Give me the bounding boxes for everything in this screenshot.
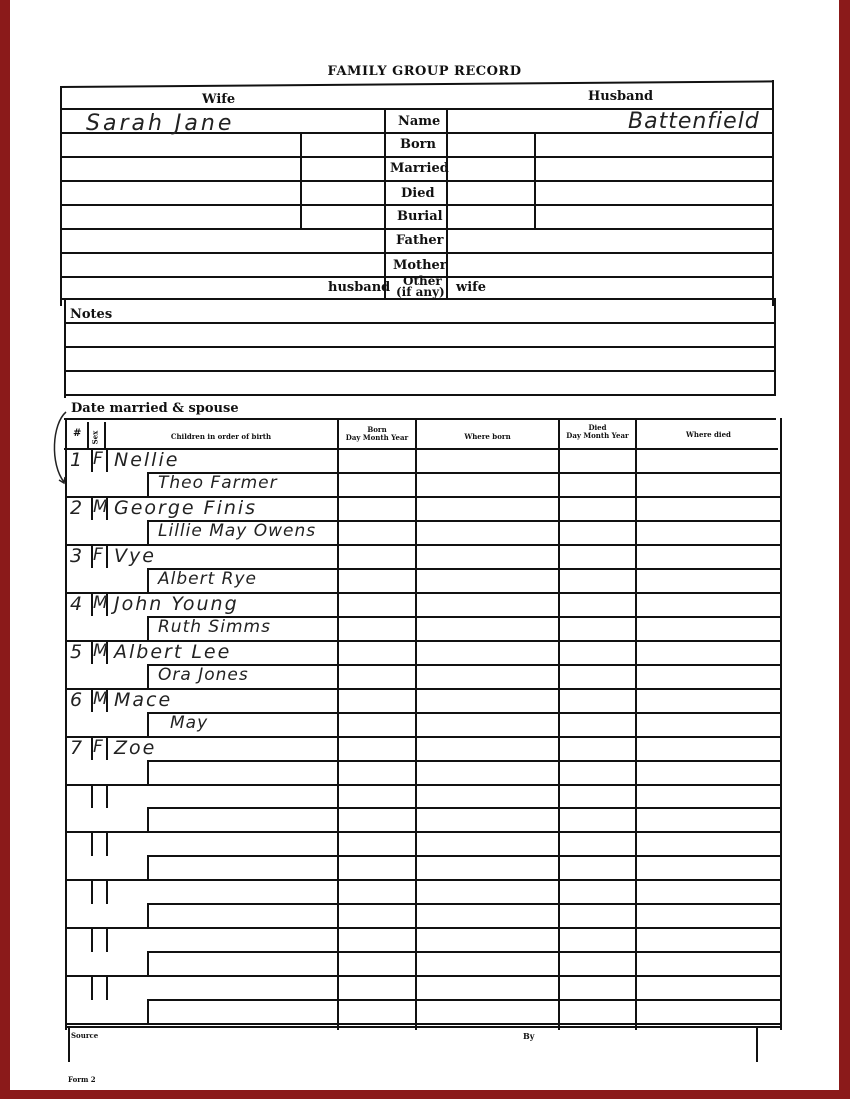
notes-rule [64, 322, 776, 324]
child-name: Mace [114, 689, 173, 711]
spouse-indent-divider [147, 856, 149, 880]
child-number: 1 [70, 449, 85, 471]
num-box-divider [91, 832, 93, 856]
rule [60, 204, 774, 206]
where-died-column-label: Where died [686, 430, 731, 439]
num-column-label: # [73, 428, 82, 439]
table-row-rule [65, 975, 781, 977]
husband-date-divider [534, 132, 536, 228]
num-box-divider [91, 784, 93, 808]
spouse-indent-divider [147, 1000, 149, 1024]
child-name: John Young [114, 593, 239, 615]
child-number: 7 [70, 737, 85, 759]
husband-column-label: Husband [588, 89, 654, 104]
table-row-rule [147, 999, 781, 1001]
child-number: 6 [70, 689, 85, 711]
rule [60, 228, 774, 230]
num-box-divider [91, 928, 93, 952]
husband-name: Battenfield [628, 109, 760, 134]
table-row-rule [65, 879, 781, 881]
father-label: Father [396, 233, 444, 248]
table-row-rule [65, 927, 781, 929]
child-sex: F [93, 449, 104, 469]
table-row-rule [147, 760, 781, 762]
spouse-bracket-arrow-icon [48, 408, 72, 488]
burial-label: Burial [397, 209, 443, 224]
sex-box-divider [106, 544, 108, 568]
died-label-line1: Died [588, 423, 607, 432]
notes-rule [64, 394, 776, 396]
spouse-indent-divider [147, 760, 149, 784]
by-label: By [523, 1031, 535, 1041]
child-sex: M [93, 593, 109, 613]
child-spouse: Albert Rye [158, 569, 257, 589]
child-number: 4 [70, 593, 85, 615]
where-died-column-divider [635, 418, 637, 1030]
born-label-line2: Day Month Year [345, 433, 409, 442]
died-label: Died [401, 186, 435, 201]
notes-rule [64, 346, 776, 348]
spouse-indent-divider [147, 616, 149, 640]
rule [60, 180, 774, 182]
where-born-column-divider [415, 418, 417, 1030]
child-sex: M [93, 641, 109, 661]
where-born-column-label: Where born [464, 432, 511, 441]
sex-box-divider [106, 880, 108, 904]
child-number: 5 [70, 641, 85, 663]
table-row-rule [65, 688, 781, 690]
source-label: Source [71, 1031, 99, 1040]
child-spouse: May [170, 713, 209, 733]
child-name: Nellie [114, 449, 180, 471]
sex-box-divider [106, 448, 108, 472]
footer-rule [66, 1026, 782, 1028]
form-number: Form 2 [68, 1075, 96, 1084]
notes-label: Notes [70, 307, 113, 322]
table-right-border [780, 418, 782, 1030]
spouse-label: Date married & spouse [71, 401, 239, 416]
child-sex: F [93, 737, 104, 757]
born-column-divider [337, 418, 339, 1030]
notes-rule [64, 370, 776, 372]
child-name: Vye [114, 545, 156, 567]
wife-date-divider [300, 132, 302, 228]
mother-label: Mother [393, 258, 447, 273]
num-column-divider [87, 422, 89, 450]
child-spouse: Theo Farmer [158, 473, 278, 493]
name-label: Name [398, 114, 441, 129]
children-column-label: Children in order of birth [170, 432, 272, 441]
spouse-indent-divider [147, 904, 149, 928]
child-sex: M [93, 689, 109, 709]
child-spouse: Ruth Simms [158, 617, 271, 637]
child-spouse: Lillie May Owens [158, 521, 317, 541]
table-row-rule [147, 951, 781, 953]
footer-left-border [68, 1026, 70, 1062]
other-label-line1: Other [403, 274, 442, 288]
sex-column-label: Sex [90, 430, 100, 445]
label-column-left [384, 108, 386, 300]
table-row-rule [147, 807, 781, 809]
spouse-indent-divider [147, 664, 149, 688]
table-row-rule [65, 544, 781, 546]
sex-box-divider [106, 832, 108, 856]
rule [60, 156, 774, 158]
notes-left-border [64, 298, 66, 398]
sex-box-divider [106, 784, 108, 808]
top-right-border [772, 80, 774, 306]
top-border [60, 80, 774, 88]
spouse-indent-divider [147, 520, 149, 544]
table-left-border [65, 418, 67, 1030]
table-row-rule [147, 712, 781, 714]
born-column-label [339, 426, 415, 442]
top-left-border [60, 86, 62, 306]
sex-box-divider [106, 736, 108, 760]
num-box-divider [91, 976, 93, 1000]
footer-right-border [756, 1026, 758, 1062]
child-name: Zoe [114, 737, 157, 759]
family-group-record-page [10, 0, 839, 1090]
born-label: Born [400, 137, 436, 152]
wife-name: Sarah Jane [86, 111, 235, 136]
sex-box-divider [106, 928, 108, 952]
died-label-line2: Day Month Year [566, 431, 629, 440]
child-number: 2 [70, 497, 85, 519]
table-row-rule [65, 1023, 781, 1025]
table-row-rule [65, 784, 781, 786]
child-number: 3 [70, 545, 85, 567]
spouse-indent-divider [147, 808, 149, 832]
sex-box-divider [106, 976, 108, 1000]
table-row-rule [65, 831, 781, 833]
child-sex: M [93, 497, 109, 517]
died-column-label [560, 424, 635, 440]
table-top-border [64, 418, 776, 420]
other-label [396, 274, 445, 299]
child-sex: F [93, 545, 104, 565]
rule [60, 252, 774, 254]
table-row-rule [147, 855, 781, 857]
spouse-indent-divider [147, 712, 149, 736]
spouse-indent-divider [147, 568, 149, 592]
wife-label: wife [456, 280, 486, 295]
form-title: FAMILY GROUP RECORD [327, 64, 522, 79]
died-column-divider [558, 418, 560, 1030]
child-name: George Finis [114, 497, 258, 519]
child-spouse: Ora Jones [158, 665, 249, 685]
wife-column-label: Wife [202, 92, 236, 107]
born-label-line1: Born [367, 425, 387, 434]
num-box-divider [91, 880, 93, 904]
husband-label: husband [328, 280, 391, 295]
spouse-indent-divider [147, 952, 149, 976]
other-label-line2: (if any) [396, 285, 445, 299]
table-row-rule [65, 736, 781, 738]
table-row-rule [147, 903, 781, 905]
spouse-indent-divider [147, 472, 149, 496]
child-name: Albert Lee [114, 641, 232, 663]
married-label: Married [390, 161, 449, 176]
